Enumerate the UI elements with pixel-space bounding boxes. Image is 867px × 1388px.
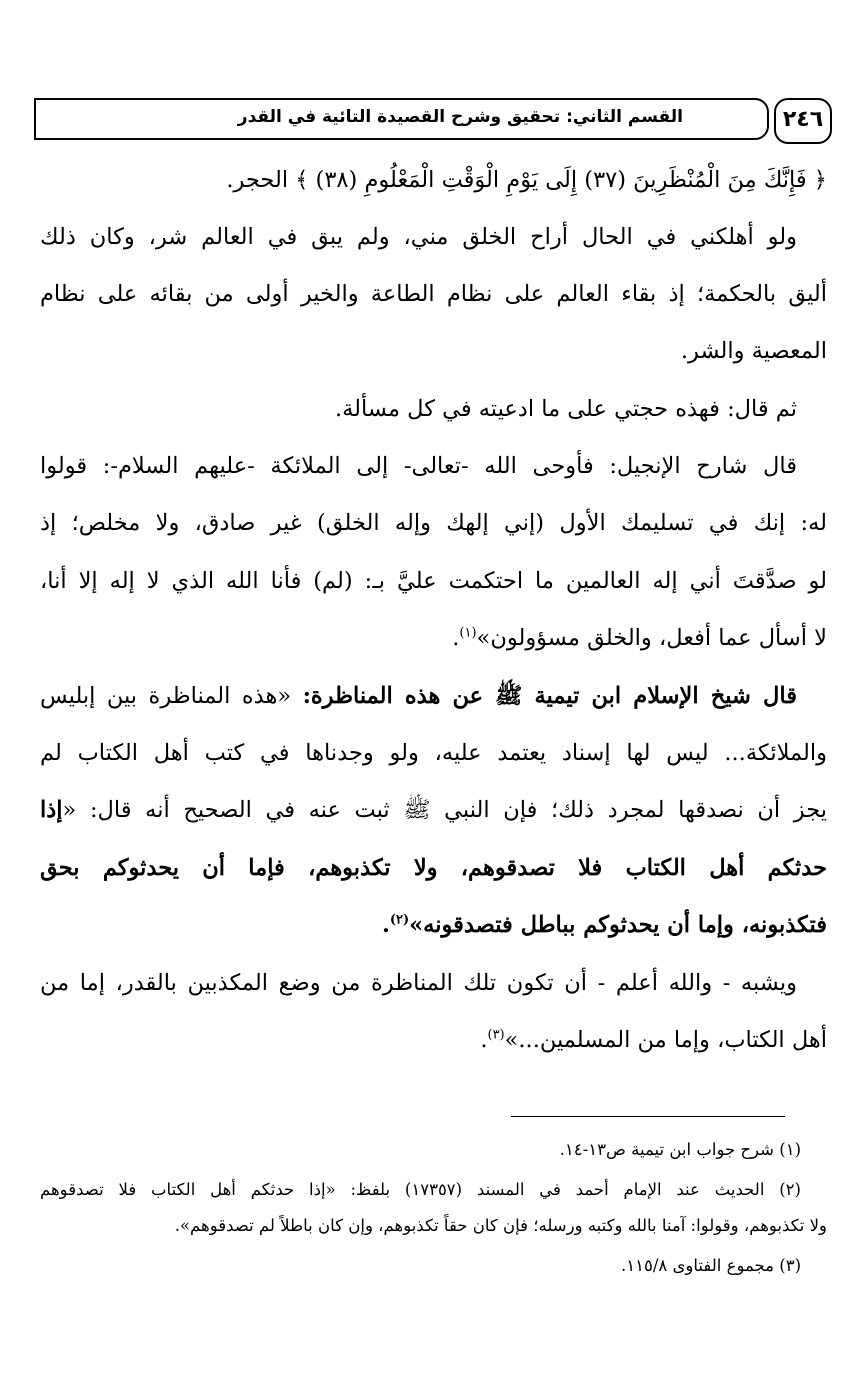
footnote-2-cont: ولا تكذبوهم، وقولوا: آمنا بالله وكتبه ورسله؛ فإن كان حقاً تكذبوهم، وإن كان باطلاً لم تصدقوهم». bbox=[174, 1216, 827, 1235]
footnote-3: (٣) مجموع الفتاوى ١١٥/٨. bbox=[621, 1256, 801, 1275]
paragraph-line: ولو أهلكني في الحال أراح الخلق مني، ولم يبق في العالم شر، وكان ذلك bbox=[40, 224, 797, 250]
paragraph-line: ويشبه - والله أعلم - أن تكون تلك المناظرة من وضع المكذبين بالقدر، إما من bbox=[40, 970, 797, 996]
footnote-1: (١) شرح جواب ابن تيمية ص١٣-١٤. bbox=[559, 1140, 801, 1159]
line-text: يجز أن نصدقها لمجرد ذلك؛ فإن النبي ﷺ ثبت عنه في الصحيح أنه قال: « bbox=[62, 797, 827, 823]
paragraph-line: قال شارح الإنجيل: فأوحى الله -تعالى- إلى الملائكة -عليهم السلام-: قولوا bbox=[40, 453, 797, 479]
paragraph-line: أليق بالحكمة؛ إذ بقاء العالم على نظام الطاعة والخير أولى من بقائه على نظام bbox=[40, 281, 827, 307]
paragraph-line: المعصية والشر. bbox=[680, 338, 827, 364]
line-text: لا أسأل عما أفعل، والخلق مسؤولون» bbox=[476, 625, 827, 651]
page-number: ٢٤٦ bbox=[774, 98, 832, 144]
footnote-ref[interactable]: (٢) bbox=[389, 912, 410, 928]
line-text: «هذه المناظرة بين إبليس bbox=[40, 683, 292, 709]
paragraph-line: لو صدَّقتَ أني إله العالمين ما احتكمت عليَّ بـ: (لم) فأنا الله الذي لا إله إلا أنا، bbox=[40, 568, 827, 594]
bold-attribution: قال شيخ الإسلام ابن تيمية ﷺ عن هذه المناظرة: bbox=[302, 683, 797, 709]
footnote-separator bbox=[511, 1116, 785, 1117]
paragraph-line: ثم قال: فهذه حجتي على ما ادعيته في كل مسألة. bbox=[334, 396, 797, 422]
paragraph-line: والملائكة... ليس لها إسناد يعتمد عليه، ولو وجدناها في كتب أهل الكتاب لم bbox=[40, 740, 827, 766]
quran-verse: ﴿ فَإِنَّكَ مِنَ الْمُنْظَرِينَ (٣٧) إِلَى يَوْمِ الْوَقْتِ الْمَعْلُومِ (٣٨) ﴾ الحجر. bbox=[226, 167, 827, 193]
paragraph-line: لا أسأل عما أفعل، والخلق مسؤولون»$^{(١)}$. bbox=[452, 625, 827, 651]
header-title-frame bbox=[34, 98, 769, 140]
header-title: القسم الثاني: تحقيق وشرح القصيدة التائية في القدر bbox=[237, 107, 683, 127]
hadith-start: إذا bbox=[40, 797, 63, 823]
footnote-2: (٢) الحديث عند الإمام أحمد في المسند (١٧٣٥٧) بلفظ: «إذا حدثكم أهل الكتاب فلا تصدقوهم bbox=[40, 1180, 801, 1199]
paragraph-line: له: إنك في تسليمك الأول (إني إلهك وإله الخلق) غير صادق، ولا مخلص؛ إذ bbox=[40, 510, 827, 536]
paragraph-line bbox=[40, 673, 827, 719]
footnote-ref[interactable]: (٣) bbox=[487, 1027, 505, 1043]
line-text: أهل الكتاب، وإما من المسلمين...» bbox=[504, 1027, 827, 1053]
paragraph-line bbox=[40, 787, 827, 833]
paragraph-line: أهل الكتاب، وإما من المسلمين...»$^{(٣)}$. bbox=[480, 1027, 827, 1053]
line-text: فتكذبونه، وإما أن يحدثوكم بباطل فتصدقونه» bbox=[409, 912, 827, 938]
running-header bbox=[34, 98, 832, 146]
hadith-line: فتكذبونه، وإما أن يحدثوكم بباطل فتصدقونه»$^{(٢)}$. bbox=[381, 912, 827, 938]
footnote-ref[interactable]: (١) bbox=[459, 625, 477, 641]
hadith-line: حدثكم أهل الكتاب فلا تصدقوهم، ولا تكذبوهم، فإما أن يحدثوكم بحق bbox=[40, 855, 827, 881]
